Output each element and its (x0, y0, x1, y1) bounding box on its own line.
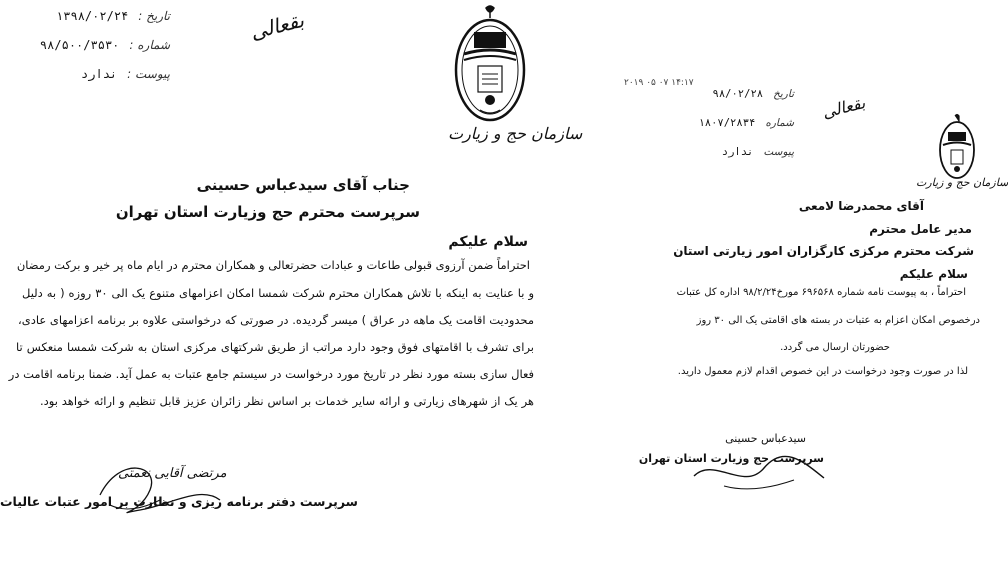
org-emblem-icon (450, 4, 530, 124)
greeting: سلام علیکم (448, 234, 528, 250)
date-value: ۹۸/۰۲/۲۸ (712, 88, 764, 100)
attachment-value: ندارد (81, 67, 118, 81)
signer-name: سیدعباس حسینی (725, 432, 806, 445)
signer-title: سرپرست دفتر برنامه ریزی و نظارت بر امور عتبات عالیات (0, 494, 358, 509)
body-line-1: احتراماً ، به پیوست نامه شماره ۶۹۶۵۶۸ مورخ۹۸/۲/۲۴ اداره کل عتبات (676, 287, 966, 298)
recipient-line-1: جناب آقای سیدعباس حسینی (196, 176, 410, 194)
number-value: ۱۸۰۷/۲۸۳۴ (698, 117, 756, 129)
signature-mark-icon (684, 442, 834, 502)
org-name: سازمان حج و زیارت (916, 176, 1008, 189)
date-value: ۱۳۹۸/۰۲/۲۴ (56, 9, 129, 23)
fax-header-line: ۲۰۱۹ ۰۵ ۰۷ ۱۴:۱۷ (624, 78, 694, 88)
recipient-line-1: آقای محمدرضا لامعی (798, 199, 924, 213)
body-line-3: حضورتان ارسال می گردد. (780, 342, 890, 353)
recipient-line-2: مدیر عامل محترم (869, 222, 972, 236)
number-label: شماره : (129, 38, 170, 52)
body-line-1: احتراماً ضمن آرزوی قبولی طاعات و عبادات حضرتعالی و همکاران محترم در ایام ماه پر خیر و برکت رمضان (16, 258, 530, 272)
recipient-line-2: سرپرست محترم حج وزیارت استان تهران (115, 203, 420, 221)
attachment-label: پیوست (763, 146, 794, 158)
org-name: سازمان حج و زیارت (448, 124, 583, 143)
letter-right (600, 60, 1008, 573)
attachment-label: پیوست : (127, 67, 170, 81)
stamp-label: بقعالی (820, 93, 868, 122)
date-label: تاریخ : (138, 9, 170, 23)
attachment-value: ندارد (721, 146, 754, 158)
body-line-4: لذا در صورت وجود درخواست در این خصوص اقدام لازم معمول دارید. (677, 366, 968, 377)
org-emblem-icon (936, 112, 978, 182)
letter-left-meta (39, 8, 170, 83)
recipient-line-3: شرکت محترم مرکزی کارگزاران امور زیارتی استان (673, 244, 974, 258)
body-line-4: برای تشرف با اقامتهای فوق وجود دارد مراتب از طریق شرکتهای مرکزی استان به شرکت شمسا منعکس تا (16, 340, 534, 354)
letter-right-meta (674, 86, 794, 161)
body-line-6: هر یک از شهرهای زیارتی و ارائه سایر خدمات بر اساس نظر زائران عزیز قابل تنظیم و ارائه خواهد بود. (40, 394, 534, 408)
body-line-3: محدودیت اقامت یک ماهه در عراق ) میسر گردیده. در صورتی که درخواستی علاوه بر برنامه اعزامهای عادی، (18, 313, 534, 327)
number-value: ۹۸/۵۰۰/۳۵۳۰ (39, 38, 120, 52)
date-label: تاریخ (773, 88, 794, 100)
number-label: شماره (765, 117, 794, 129)
signer-name: مرتضی آقایی نعمتی (118, 466, 227, 481)
signer-title: سرپرست حج وزیارت استان تهران (638, 452, 824, 465)
body-line-2: درخصوص امکان اعزام به عتبات در بسته های اقامتی یک الی ۳۰ روز (696, 315, 980, 326)
body-line-2: و با عنایت به اینکه با تلاش همکاران محترم شرکت شمسا امکان اعزامهای متنوع یک الی ۳۰ روزه ( به دلیل (22, 286, 534, 300)
greeting: سلام علیکم (899, 267, 968, 281)
body-line-5: فعال سازی بسته مورد نظر در تاریخ مورد درخواست در سیستم جامع عتبات به عمل آید. ضمنا برنامه اقامت در (8, 367, 534, 381)
stamp-label: بقعالی (247, 7, 307, 45)
